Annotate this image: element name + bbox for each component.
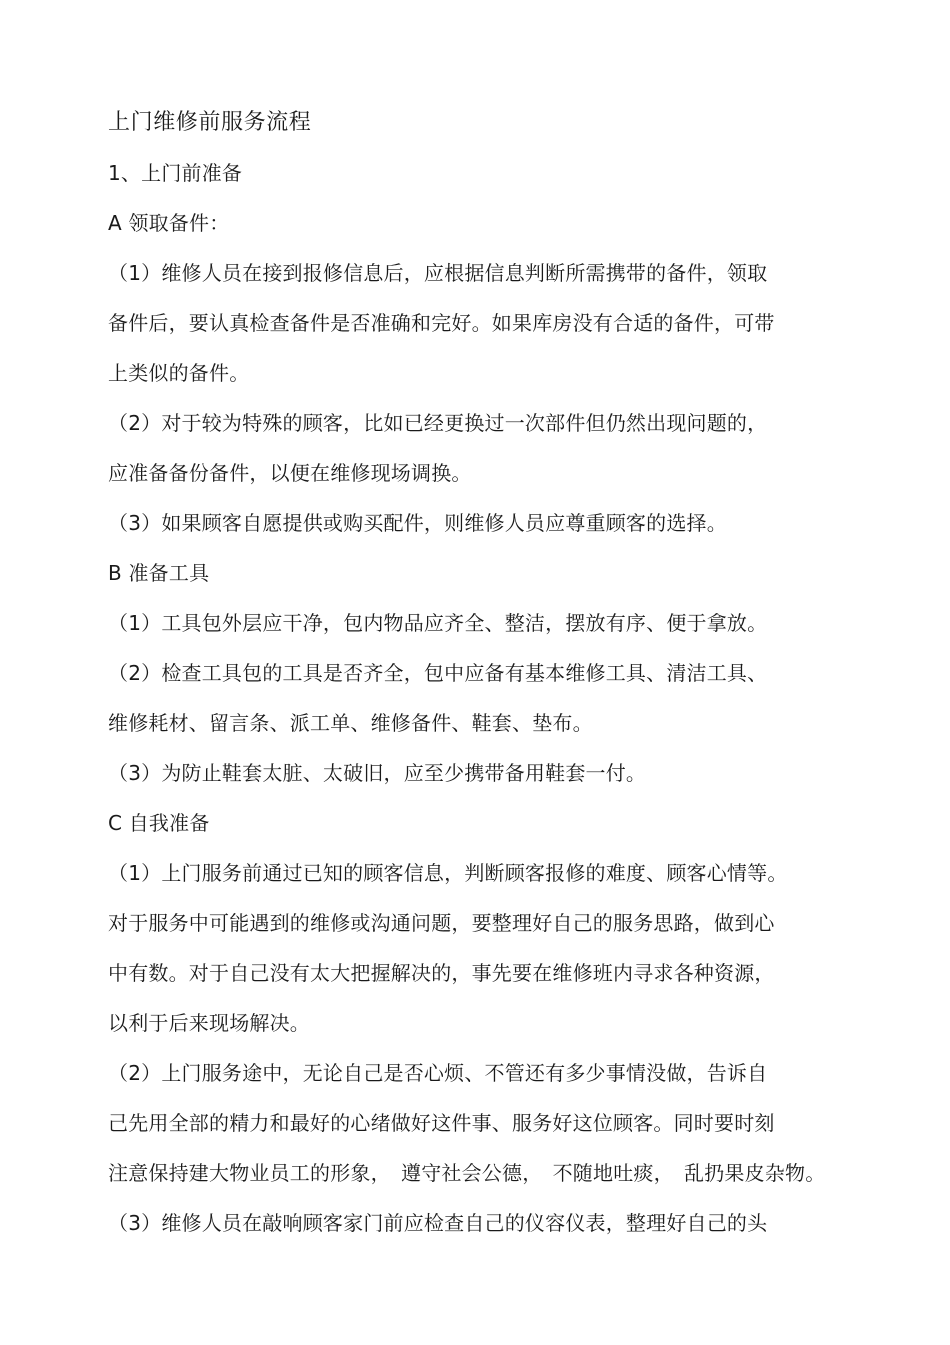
paragraph-line: 应准备备份备件，以便在维修现场调换。 bbox=[108, 461, 472, 485]
paragraph-line: （2）检查工具包的工具是否齐全，包中应备有基本维修工具、清洁工具、 bbox=[108, 661, 768, 685]
section-heading: 1、上门前准备 bbox=[108, 161, 243, 185]
paragraph-line: （3）为防止鞋套太脏、太破旧，应至少携带备用鞋套一付。 bbox=[108, 761, 647, 785]
paragraph-line: （3）维修人员在敲响顾客家门前应检查自己的仪容仪表，整理好自己的头 bbox=[108, 1211, 768, 1235]
paragraph-line: （2）对于较为特殊的顾客，比如已经更换过一次部件但仍然出现问题的， bbox=[108, 411, 768, 435]
paragraph-line: （3）如果顾客自愿提供或购买配件，则维修人员应尊重顾客的选择。 bbox=[108, 511, 727, 535]
paragraph-line: 备件后，要认真检查备件是否准确和完好。如果库房没有合适的备件，可带 bbox=[108, 311, 775, 335]
paragraph-line: 对于服务中可能遇到的维修或沟通问题，要整理好自己的服务思路，做到心 bbox=[108, 911, 775, 935]
paragraph-line: 维修耗材、留言条、派工单、维修备件、鞋套、垫布。 bbox=[108, 711, 593, 735]
document-title: 上门维修前服务流程 bbox=[108, 110, 312, 135]
paragraph-line: 中有数。对于自己没有太大把握解决的，事先要在维修班内寻求各种资源， bbox=[108, 961, 775, 985]
paragraph-line: （2）上门服务途中，无论自己是否心烦、不管还有多少事情没做，告诉自 bbox=[108, 1061, 768, 1085]
subsection-heading: C 自我准备 bbox=[108, 811, 210, 835]
paragraph-line: 己先用全部的精力和最好的心绪做好这件事、服务好这位顾客。同时要时刻 bbox=[108, 1111, 775, 1135]
subsection-heading: A 领取备件： bbox=[108, 211, 230, 235]
paragraph-line: 注意保持建大物业员工的形象， 遵守社会公德， 不随地吐痰， 乱扔果皮杂物。 bbox=[108, 1161, 826, 1185]
paragraph-line: （1）工具包外层应干净，包内物品应齐全、整洁，摆放有序、便于拿放。 bbox=[108, 611, 768, 635]
paragraph-line: 以利于后来现场解决。 bbox=[108, 1011, 310, 1035]
paragraph-line: （1）维修人员在接到报修信息后，应根据信息判断所需携带的备件，领取 bbox=[108, 261, 768, 285]
paragraph-line: （1）上门服务前通过已知的顾客信息，判断顾客报修的难度、顾客心情等。 bbox=[108, 861, 788, 885]
paragraph-line: 上类似的备件。 bbox=[108, 361, 250, 385]
subsection-heading: B 准备工具 bbox=[108, 561, 210, 585]
